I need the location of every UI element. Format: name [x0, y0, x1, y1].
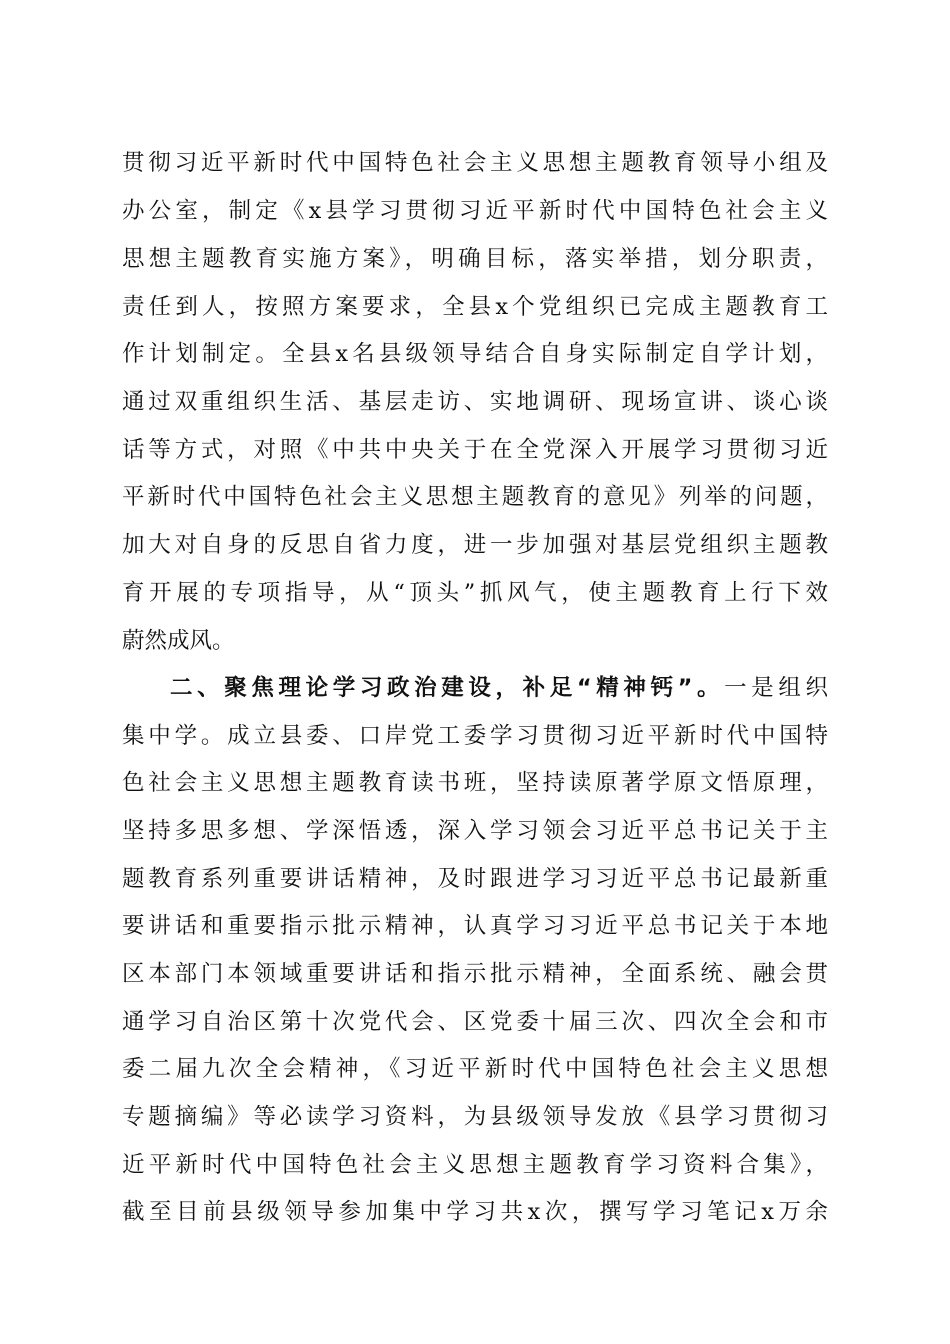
text-line: 坚持多思多想、学深悟透，深入学习领会习近平总书记关于主	[122, 818, 828, 844]
text-line: 蔚然成风。	[122, 628, 235, 654]
text-line: 题教育系列重要讲话精神，及时跟进学习习近平总书记最新重	[122, 866, 828, 892]
text-line: 专题摘编》等必读学习资料，为县级领导发放《县学习贯彻习	[122, 1104, 828, 1130]
section-heading: 二、聚焦理论学习政治建设，补足“精神钙”。	[170, 675, 725, 701]
text-line: 要讲话和重要指示批示精神，认真学习习近平总书记关于本地	[122, 913, 828, 939]
text-line: 作计划制定。全县x名县级领导结合自身实际制定自学计划，	[122, 341, 828, 367]
text-line: 集中学。成立县委、口岸党工委学习贯彻习近平新时代中国特	[122, 723, 828, 749]
text-line: 区本部门本领域重要讲话和指示批示精神，全面系统、融会贯	[122, 961, 828, 987]
text-line: 办公室，制定《x县学习贯彻习近平新时代中国特色社会主义	[122, 198, 828, 224]
text-line: 加大对自身的反思自省力度，进一步加强对基层党组织主题教	[122, 532, 828, 558]
text-line: 思想主题教育实施方案》，明确目标，落实举措，划分职责，	[122, 246, 828, 272]
text-line: 委二届九次全会精神，《习近平新时代中国特色社会主义思想	[122, 1056, 828, 1082]
heading-continuation: 一是组织	[724, 675, 828, 701]
text-line: 贯彻习近平新时代中国特色社会主义思想主题教育领导小组及	[122, 150, 828, 176]
text-line: 话等方式，对照《中共中央关于在全党深入开展学习贯彻习近	[122, 437, 828, 463]
text-line: 通过双重组织生活、基层走访、实地调研、现场宣讲、谈心谈	[122, 389, 828, 415]
text-line: 育开展的专项指导，从“顶头”抓风气，使主题教育上行下效	[122, 580, 828, 606]
text-line: 截至目前县级领导参加集中学习共x次，撰写学习笔记x万余	[122, 1199, 828, 1225]
text-line: 通学习自治区第十次党代会、区党委十届三次、四次全会和市	[122, 1009, 828, 1035]
text-line: 平新时代中国特色社会主义思想主题教育的意见》列举的问题，	[122, 484, 828, 510]
text-line: 责任到人，按照方案要求，全县x个党组织已完成主题教育工	[122, 294, 828, 320]
text-line: 近平新时代中国特色社会主义思想主题教育学习资料合集》，	[122, 1152, 828, 1178]
paragraph-2-first-line	[170, 668, 828, 708]
text-line: 色社会主义思想主题教育读书班，坚持读原著学原文悟原理，	[122, 770, 828, 796]
